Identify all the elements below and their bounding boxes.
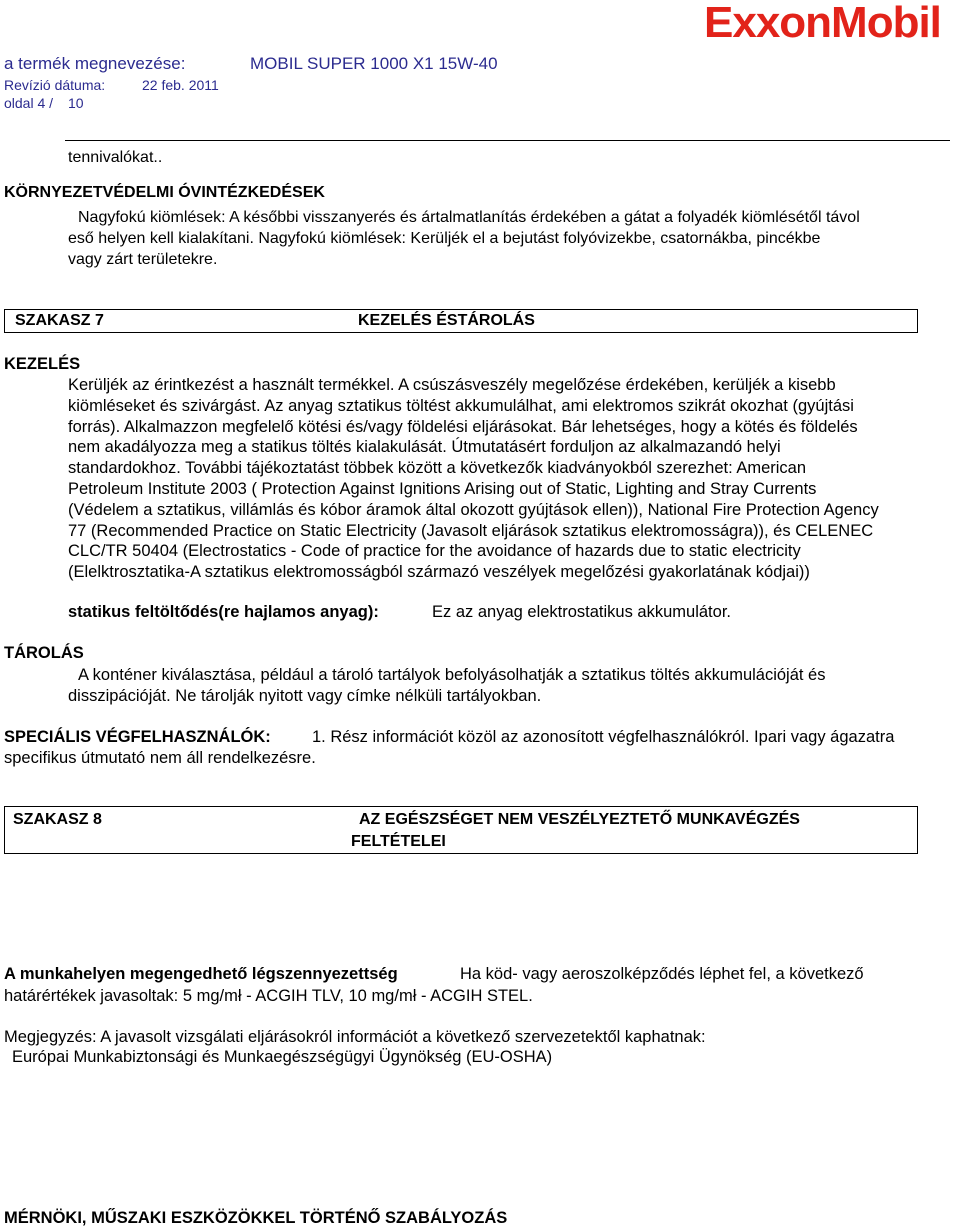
section-8-title-line-1: AZ EGÉSZSÉGET NEM VESZÉLYEZTETŐ MUNKAVÉGZÉS [359,811,800,828]
handling-line: Petroleum Institute 2003 ( Protection Against Ignitions Arising out of Static, Lighting and Stray Currents [68,479,817,498]
special-line-2: specifikus útmutató nem áll rendelkezésre. [4,749,316,767]
section-7-header [4,309,918,333]
static-label: statikus feltöltődés(re hajlamos anyag): [68,603,379,621]
limit-label: A munkahelyen megengedhető légszennyezettség [4,965,398,983]
special-line-1: 1. Rész információt közöl az azonosított végfelhasználókról. Ipari vagy ágazatra [312,728,895,746]
handling-paragraph [68,375,958,583]
static-value: Ez az anyag elektrostatikus akkumulátor. [432,603,731,621]
handling-line: kiömléseket és szivárgást. Az anyag sztatikus töltést akkumulálhat, ami elektromos szikrát okozhat (gyújtási [68,396,854,415]
handling-line: standardokhoz. További tájékoztatást többek között a következők kiadványokból szerezhet: American [68,459,807,478]
exxonmobil-logo: ExxonMobil [704,0,941,47]
handling-line: (Elelktrosztatika-A sztatikus elektromosságból származó veszélyek megelőzési gyakorlatának kódjai)) [68,563,810,582]
storage-line-1: A konténer kiválasztása, például a tároló tartályok befolyásolhatják a sztatikus töltés akkumulációját és [78,666,826,684]
storage-line-2: disszipációját. Ne tárolják nyitott vagy címke nélküli tartályokban. [68,687,542,705]
product-label: a termék megnevezése: [4,54,186,73]
page-label: oldal 4 / [4,95,54,111]
handling-line: nem akadályozza meg a statikus töltés kialakulását. Útmutatásért forduljon az alkalmazandó helyi [68,438,781,457]
limit-line-2: határértékek javasoltak: 5 mg/mł - ACGIH TLV, 10 mg/mł - ACGIH STEL. [4,987,533,1005]
handling-line: (Védelem a sztatikus, villámlás és kóbor áramok által okozott gyújtások ellen)), National Fire Protection Agency [68,500,879,519]
section-8-number: SZAKASZ 8 [13,811,102,828]
note-line-1: Megjegyzés: A javasolt vizsgálati eljárásokról információt a következő szervezetektől kaphatnak: [4,1028,706,1046]
handling-line: Kerüljék az érintkezést a használt termékkel. A csúszásveszély megelőzése érdekében, kerüljék a kisebb [68,376,836,394]
engineering-heading: MÉRNÖKI, MŰSZAKI ESZKÖZÖKKEL TÖRTÉNŐ SZABÁLYOZÁS [4,1209,508,1227]
storage-heading: TÁROLÁS [4,644,84,662]
handling-line: CLC/TR 50404 (Electrostatics - Code of practice for the avoidance of hazards due to static electricity [68,542,801,561]
env-line-3: vagy zárt területekre. [68,251,218,268]
special-label: SPECIÁLIS VÉGFELHASZNÁLÓK: [4,728,271,746]
revision-date: 22 feb. 2011 [142,77,219,93]
env-line-1: Nagyfokú kiömlések: A későbbi visszanyerés és ártalmatlanítás érdekében a gátat a folyadék kiömlésétől távol [78,209,860,226]
env-heading: KÖRNYEZETVÉDELMI ÓVINTÉZKEDÉSEK [4,184,325,201]
handling-heading: KEZELÉS [4,355,81,373]
header-divider [65,140,950,141]
limit-line-1: Ha köd- vagy aeroszolképződés léphet fel, a következő [460,965,864,983]
section-7-title: KEZELÉS ÉSTÁROLÁS [358,312,535,329]
env-line-2: eső helyen kell kialakítani. Nagyfokú kiömlések: Kerüljék el a bejutást folyóvizekbe, csatornákba, pincékbe [68,230,821,247]
handling-line: 77 (Recommended Practice on Static Electricity (Javasolt eljárások sztatikus elektromosságra)), és CELENEC [68,521,874,540]
section-8-title-line-2: FELTÉTELEI [351,833,446,850]
handling-line: forrás). Alkalmazzon megfelelő kötési és/vagy földelési eljárásokat. Bár lehetséges, hogy a kötés és földelés [68,417,858,436]
product-name: MOBIL SUPER 1000 X1 15W-40 [250,54,498,73]
page-total: 10 [68,95,84,111]
carryover-text: tennivalókat.. [68,149,163,166]
note-line-2: Európai Munkabiztonsági és Munkaegészségügyi Ügynökség (EU-OSHA) [12,1048,553,1066]
revision-label: Revízió dátuma: [4,77,106,93]
section-7-number: SZAKASZ 7 [15,312,104,329]
section-8-header [4,806,918,854]
